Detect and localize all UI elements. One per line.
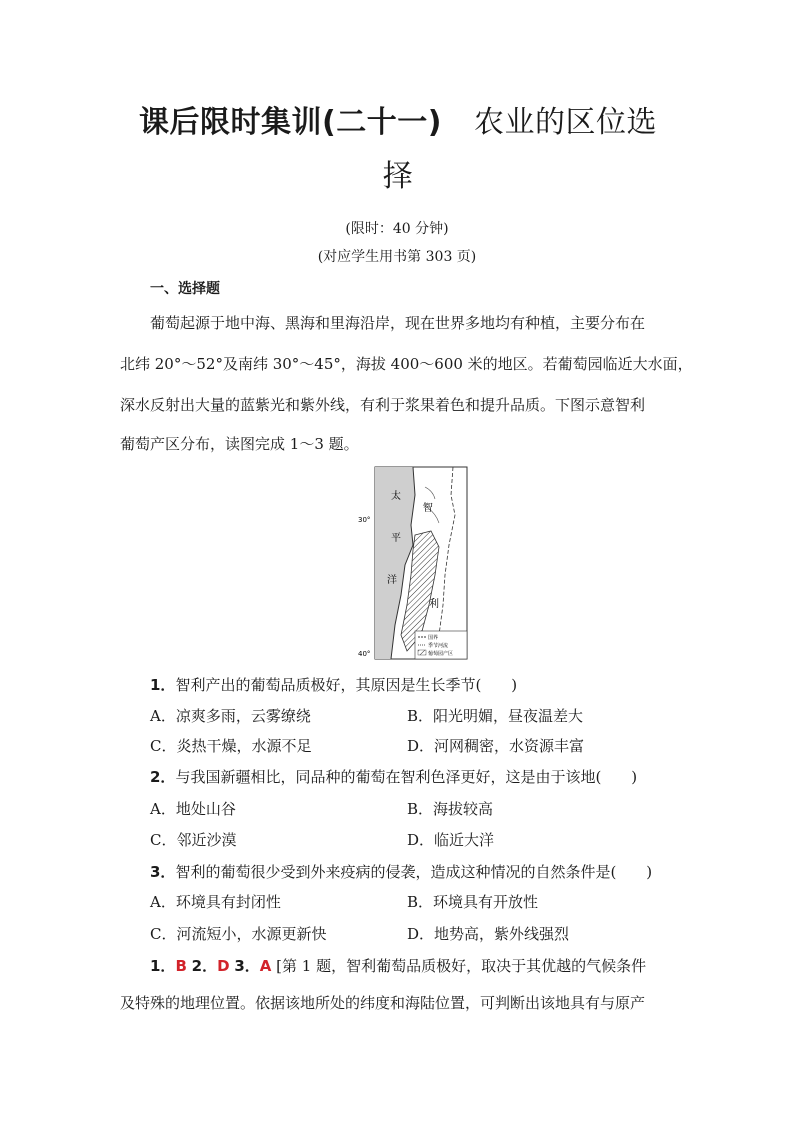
q2-option-c: C．邻近沙漠: [150, 831, 237, 849]
q2-option-b: B．海拔较高: [407, 800, 494, 818]
lat-30-label: 30°: [358, 516, 371, 524]
legend-vineyard: 葡萄园产区: [428, 651, 454, 657]
time-limit: (限时：40 分钟): [345, 221, 449, 237]
answer-1: B: [175, 957, 187, 975]
answer-line-2: 及特殊的地理位置。依据该地所处的纬度和海陆位置，可判断出该地具有与原产: [120, 994, 646, 1012]
answer-3: A: [259, 957, 272, 975]
lat-40-label: 40°: [358, 650, 371, 658]
legend-vineyard-symbol: [418, 650, 426, 655]
q3-option-a: A．环境具有封闭性: [150, 893, 281, 911]
question-text: 智利产出的葡萄品质极好，其原因是生长季节( ): [175, 676, 518, 694]
title-light: 农业的区位选: [473, 105, 657, 140]
q1-option-a: A．凉爽多雨，云雾缭绕: [150, 707, 311, 725]
intro-line-3: 深水反射出大量的蓝紫光和紫外线，有利于浆果着色和提升品质。下图示意智利: [120, 396, 646, 414]
q3-option-b: B．环境具有开放性: [407, 893, 539, 911]
legend-river: 季节河流: [428, 643, 449, 649]
title-line2: 择: [382, 159, 414, 194]
question-2: [150, 767, 637, 787]
page-title: [120, 96, 676, 204]
q2-option-d: D．临近大洋: [407, 831, 495, 849]
intro-line-2: 北纬 20°～52°及南纬 30°～45°，海拔 400～600 米的地区。若葡萄园临近大水面，: [120, 355, 693, 373]
country-char-2: 利: [429, 599, 439, 610]
q1-option-d: D．河网稠密，水资源丰富: [407, 737, 585, 755]
question-number: 1．: [150, 676, 176, 694]
answer-number-3: 3．: [234, 957, 260, 975]
intro-line-1: 葡萄起源于地中海、黑海和里海沿岸，现在世界多地均有种植，主要分布在: [150, 314, 646, 332]
answer-number-2: 2．: [191, 957, 218, 975]
answer-number-1: 1．: [150, 957, 176, 975]
question-text: 与我国新疆相比，同品种的葡萄在智利色泽更好，这是由于该地( ): [175, 768, 638, 786]
q1-option-b: B．阳光明媚，昼夜温差大: [407, 707, 584, 725]
question-number: 2．: [150, 768, 176, 786]
answer-explanation-1: [第 1 题，智利葡萄品质极好，取决于其优越的气候条件: [276, 957, 647, 975]
ocean-char-2: 平: [391, 533, 401, 544]
title-bold: 课后限时集训(二十一): [139, 105, 442, 140]
ocean-char-1: 太: [391, 491, 401, 502]
section-heading: 一、选择题: [150, 281, 220, 297]
q3-option-d: D．地势高，紫外线强烈: [407, 925, 570, 943]
question-text: 智利的葡萄很少受到外来疫病的侵袭，造成这种情况的自然条件是( ): [175, 863, 653, 881]
country-char-1: 智: [423, 503, 433, 514]
question-1: [150, 675, 517, 695]
question-3: [150, 862, 652, 882]
q3-option-c: C．河流短小，水源更新快: [150, 925, 327, 943]
intro-line-4: 葡萄产区分布，读图完成 1～3 题。: [120, 435, 359, 453]
q2-option-a: A．地处山谷: [150, 800, 236, 818]
book-reference: (对应学生用书第 303 页): [317, 249, 477, 265]
q1-option-c: C．炎热干燥，水源不足: [150, 737, 312, 755]
ocean-char-3: 洋: [387, 575, 397, 586]
question-number: 3．: [150, 863, 176, 881]
legend-border: 国界: [428, 635, 439, 641]
answer-line-1: [150, 955, 646, 976]
chile-vineyard-map: [355, 465, 475, 665]
answer-2: D: [217, 957, 230, 975]
